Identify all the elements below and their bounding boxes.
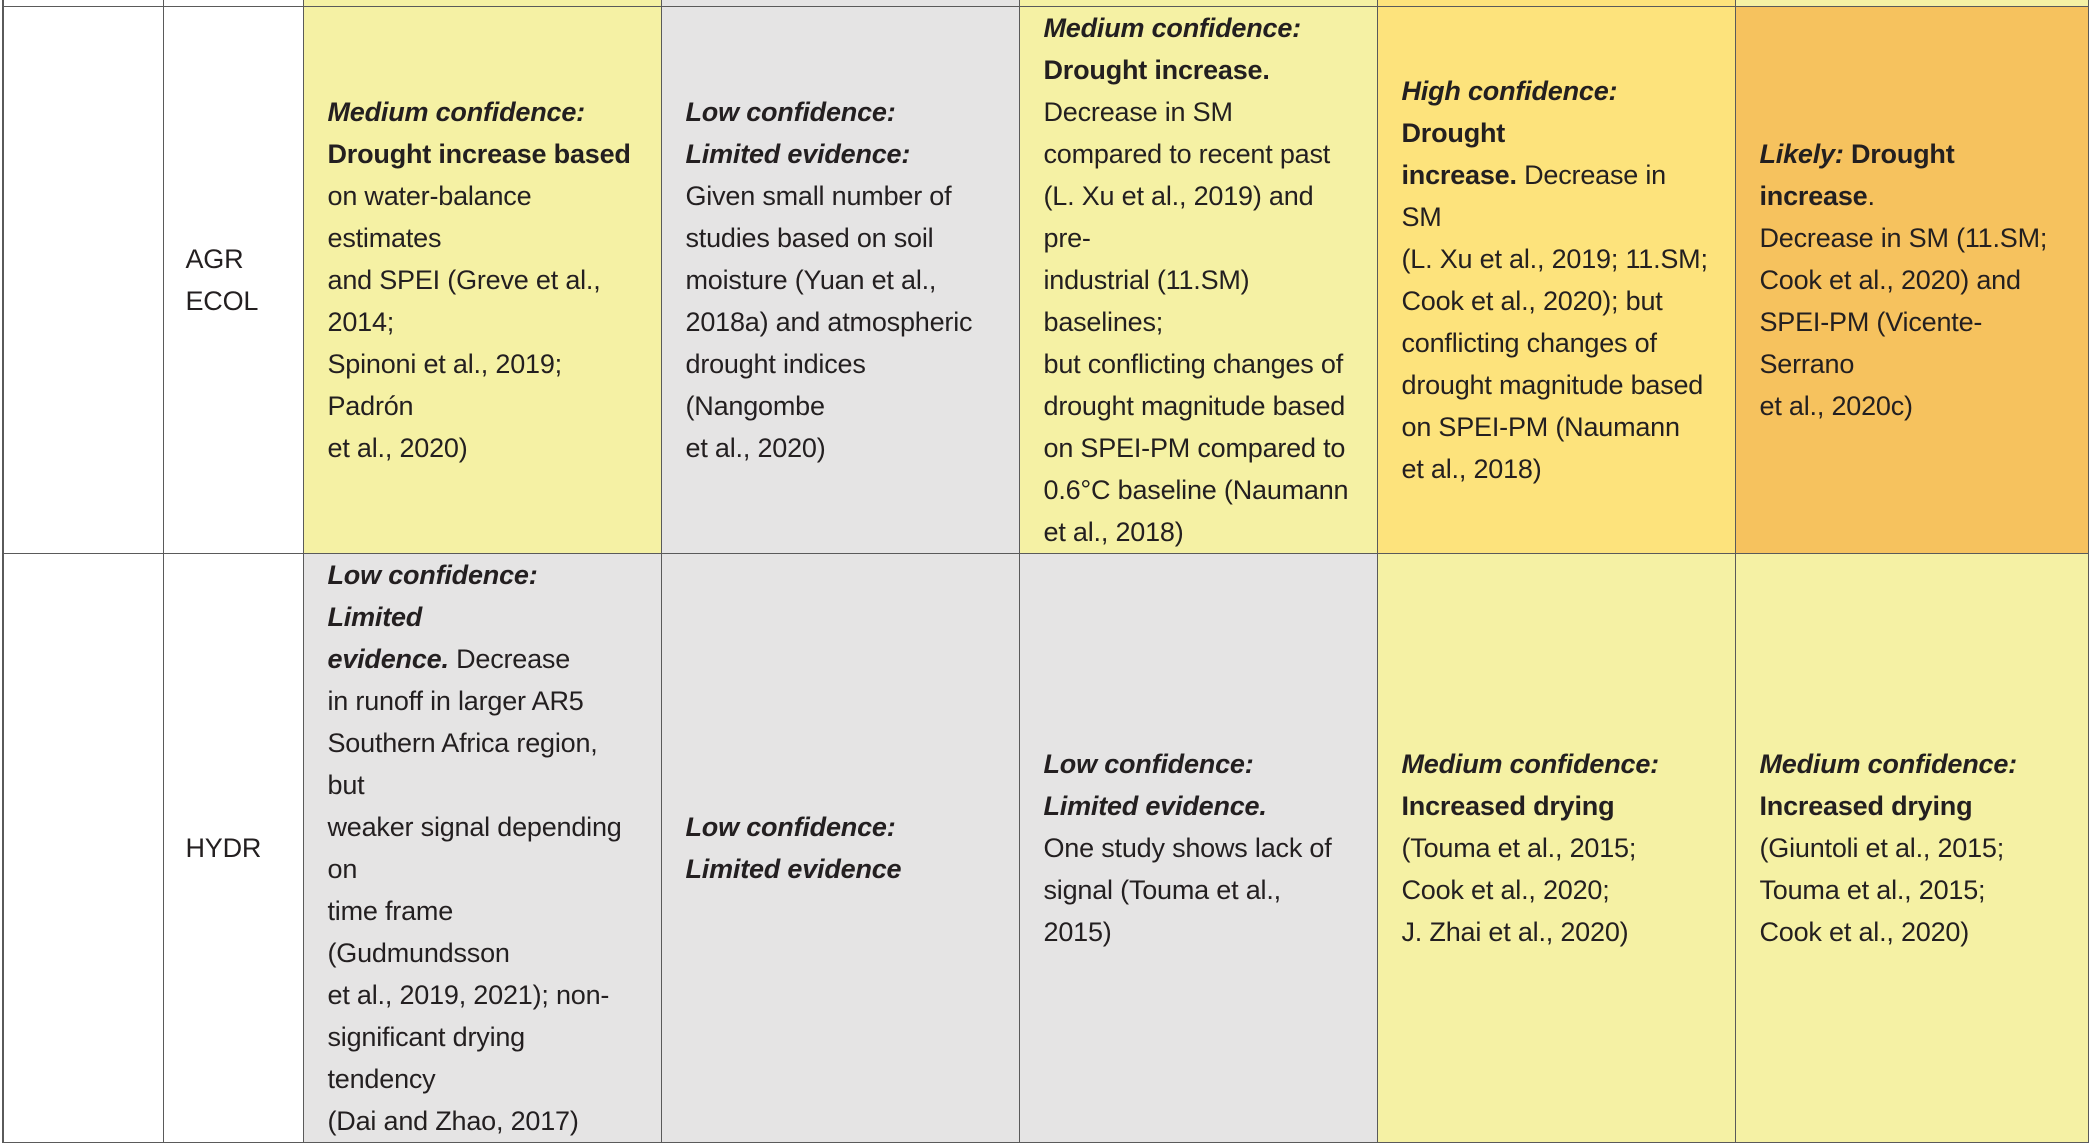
region-cell — [3, 6, 163, 553]
headline: Drought increase — [1759, 138, 1955, 211]
cell-text-line: but conflicting changes of — [1043, 348, 1343, 379]
confidence-label: Medium confidence: — [1401, 748, 1659, 779]
cell-text-line: et al., 2020c) — [1759, 390, 1913, 421]
cell-text-line: (Giuntoli et al., 2015; — [1759, 832, 2005, 863]
confidence-label: Limited evidence — [685, 853, 902, 884]
row-label-line: ECOL — [185, 285, 259, 316]
cell-text-line: and SPEI (Greve et al., 2014; — [327, 264, 601, 337]
cell-text-line: increase. Decrease in SM — [1401, 159, 1666, 232]
cell-text-line: Cook et al., 2020) — [1759, 916, 1970, 947]
cell-agr-projection-3 — [1735, 6, 2088, 553]
likelihood-label: Likely: — [1759, 138, 1844, 169]
cell-hydr-observed — [303, 553, 661, 1142]
confidence-label: Medium confidence: — [1043, 12, 1301, 43]
cell-text-line: (L. Xu et al., 2019) and pre- — [1043, 180, 1314, 253]
cell-agr-observed — [303, 6, 661, 553]
cell-text-line: 0.6°C baseline (Naumann — [1043, 474, 1349, 505]
cell-text-line: on SPEI-PM (Naumann — [1401, 411, 1680, 442]
confidence-label: evidence. — [327, 643, 449, 674]
cell-text-line: time frame (Gudmundsson — [327, 895, 510, 968]
row-label-line: AGR — [185, 243, 244, 274]
cell-text-line: Cook et al., 2020) and — [1759, 264, 2021, 295]
cell-text-line: Likely: Drought increase. — [1759, 138, 1955, 211]
cell-text-line — [1402, 70, 1711, 154]
region-cell — [3, 553, 163, 1142]
cell-agr-projection-2 — [1377, 6, 1735, 553]
cell-text-line: drought magnitude based — [1043, 390, 1346, 421]
cell-text-line: et al., 2018) — [1043, 516, 1184, 547]
cell-text-line: on water-balance estimates — [327, 180, 532, 253]
cell-text-line: et al., 2020) — [327, 432, 468, 463]
cell-hydr-projection-2 — [1377, 553, 1735, 1142]
confidence-label: Limited evidence: — [685, 138, 911, 169]
cell-text-line: One study shows lack of — [1043, 832, 1332, 863]
headline: Drought — [1401, 117, 1506, 148]
confidence-label: Limited evidence. — [1043, 790, 1267, 821]
cell-agr-attribution — [661, 6, 1019, 553]
cell-text-line: in runoff in larger AR5 — [327, 685, 584, 716]
headline: Increased drying — [1401, 790, 1615, 821]
headline: Drought increase. — [1043, 54, 1270, 85]
row-label-agr-ecol — [163, 6, 303, 553]
confidence-label: Low confidence: — [685, 811, 896, 842]
cell-text-line: Decrease in SM (11.SM; — [1759, 222, 2048, 253]
confidence-label: Medium confidence: — [327, 96, 585, 127]
cell-text-line: (Dai and Zhao, 2017) — [327, 1105, 579, 1136]
cell-hydr-attribution — [661, 553, 1019, 1142]
cell-text-line: et al., 2020) — [685, 432, 826, 463]
cell-text-line: J. Zhai et al., 2020) — [1401, 916, 1629, 947]
cell-text-line: et al., 2018) — [1401, 453, 1542, 484]
cell-text-line: (Touma et al., 2015; — [1401, 832, 1637, 863]
row-label-hydr: HYDR — [163, 553, 303, 1142]
cell-text-line: drought indices (Nangombe — [685, 348, 866, 421]
cell-text-line: Given small number of — [685, 180, 952, 211]
cell-text-line: drought magnitude based — [1401, 369, 1704, 400]
cell-text-line: Cook et al., 2020); but — [1401, 285, 1663, 316]
cell-text-line: compared to recent past — [1043, 138, 1331, 169]
cell-agr-projection-1 — [1019, 6, 1377, 553]
cell-text-line: (L. Xu et al., 2019; 11.SM; — [1401, 243, 1708, 274]
cell-hydr-projection-1 — [1019, 553, 1377, 1142]
drought-assessment-table — [2, 0, 2089, 1143]
headline: increase. — [1401, 159, 1517, 190]
cell-text-line: Touma et al., 2015; — [1759, 874, 1986, 905]
confidence-label: Medium confidence: — [1759, 748, 2017, 779]
cell-text-line: Southern Africa region, but — [327, 727, 598, 800]
confidence-label: Low confidence: Limited — [327, 559, 538, 632]
confidence-label: Low confidence: — [1043, 748, 1254, 779]
cell-text-line: evidence. Decrease — [327, 643, 571, 674]
row-agr-ecol — [3, 6, 2088, 553]
cell-text-line: conflicting changes of — [1401, 327, 1657, 358]
cell-text-line: Spinoni et al., 2019; Padrón — [327, 348, 562, 421]
cell-text-line: signal (Touma et al., 2015) — [1043, 874, 1281, 947]
cell-text-line: industrial (11.SM) baselines; — [1043, 264, 1250, 337]
confidence-label: Low confidence: — [685, 96, 896, 127]
cell-text-line: 2018a) and atmospheric — [685, 306, 973, 337]
cell-text-line: on SPEI-PM compared to — [1043, 432, 1346, 463]
row-hydr — [3, 553, 2088, 1142]
cell-hydr-projection-3 — [1735, 553, 2088, 1142]
cell-text-line: Decrease in SM — [1043, 96, 1233, 127]
confidence-label: High confidence: — [1401, 75, 1618, 106]
cell-text-line: Cook et al., 2020; — [1401, 874, 1610, 905]
cell-text-line: moisture (Yuan et al., — [685, 264, 937, 295]
cell-text-line: et al., 2019, 2021); non- — [327, 979, 610, 1010]
cell-text-line: weaker signal depending on — [327, 811, 622, 884]
cell-text-line: studies based on soil — [685, 222, 934, 253]
cell-text-line: significant drying tendency — [327, 1021, 526, 1094]
cell-text-line: Drought increase based — [327, 138, 631, 169]
cell-text-line: SPEI-PM (Vicente-Serrano — [1759, 306, 1983, 379]
headline: Increased drying — [1759, 790, 1973, 821]
